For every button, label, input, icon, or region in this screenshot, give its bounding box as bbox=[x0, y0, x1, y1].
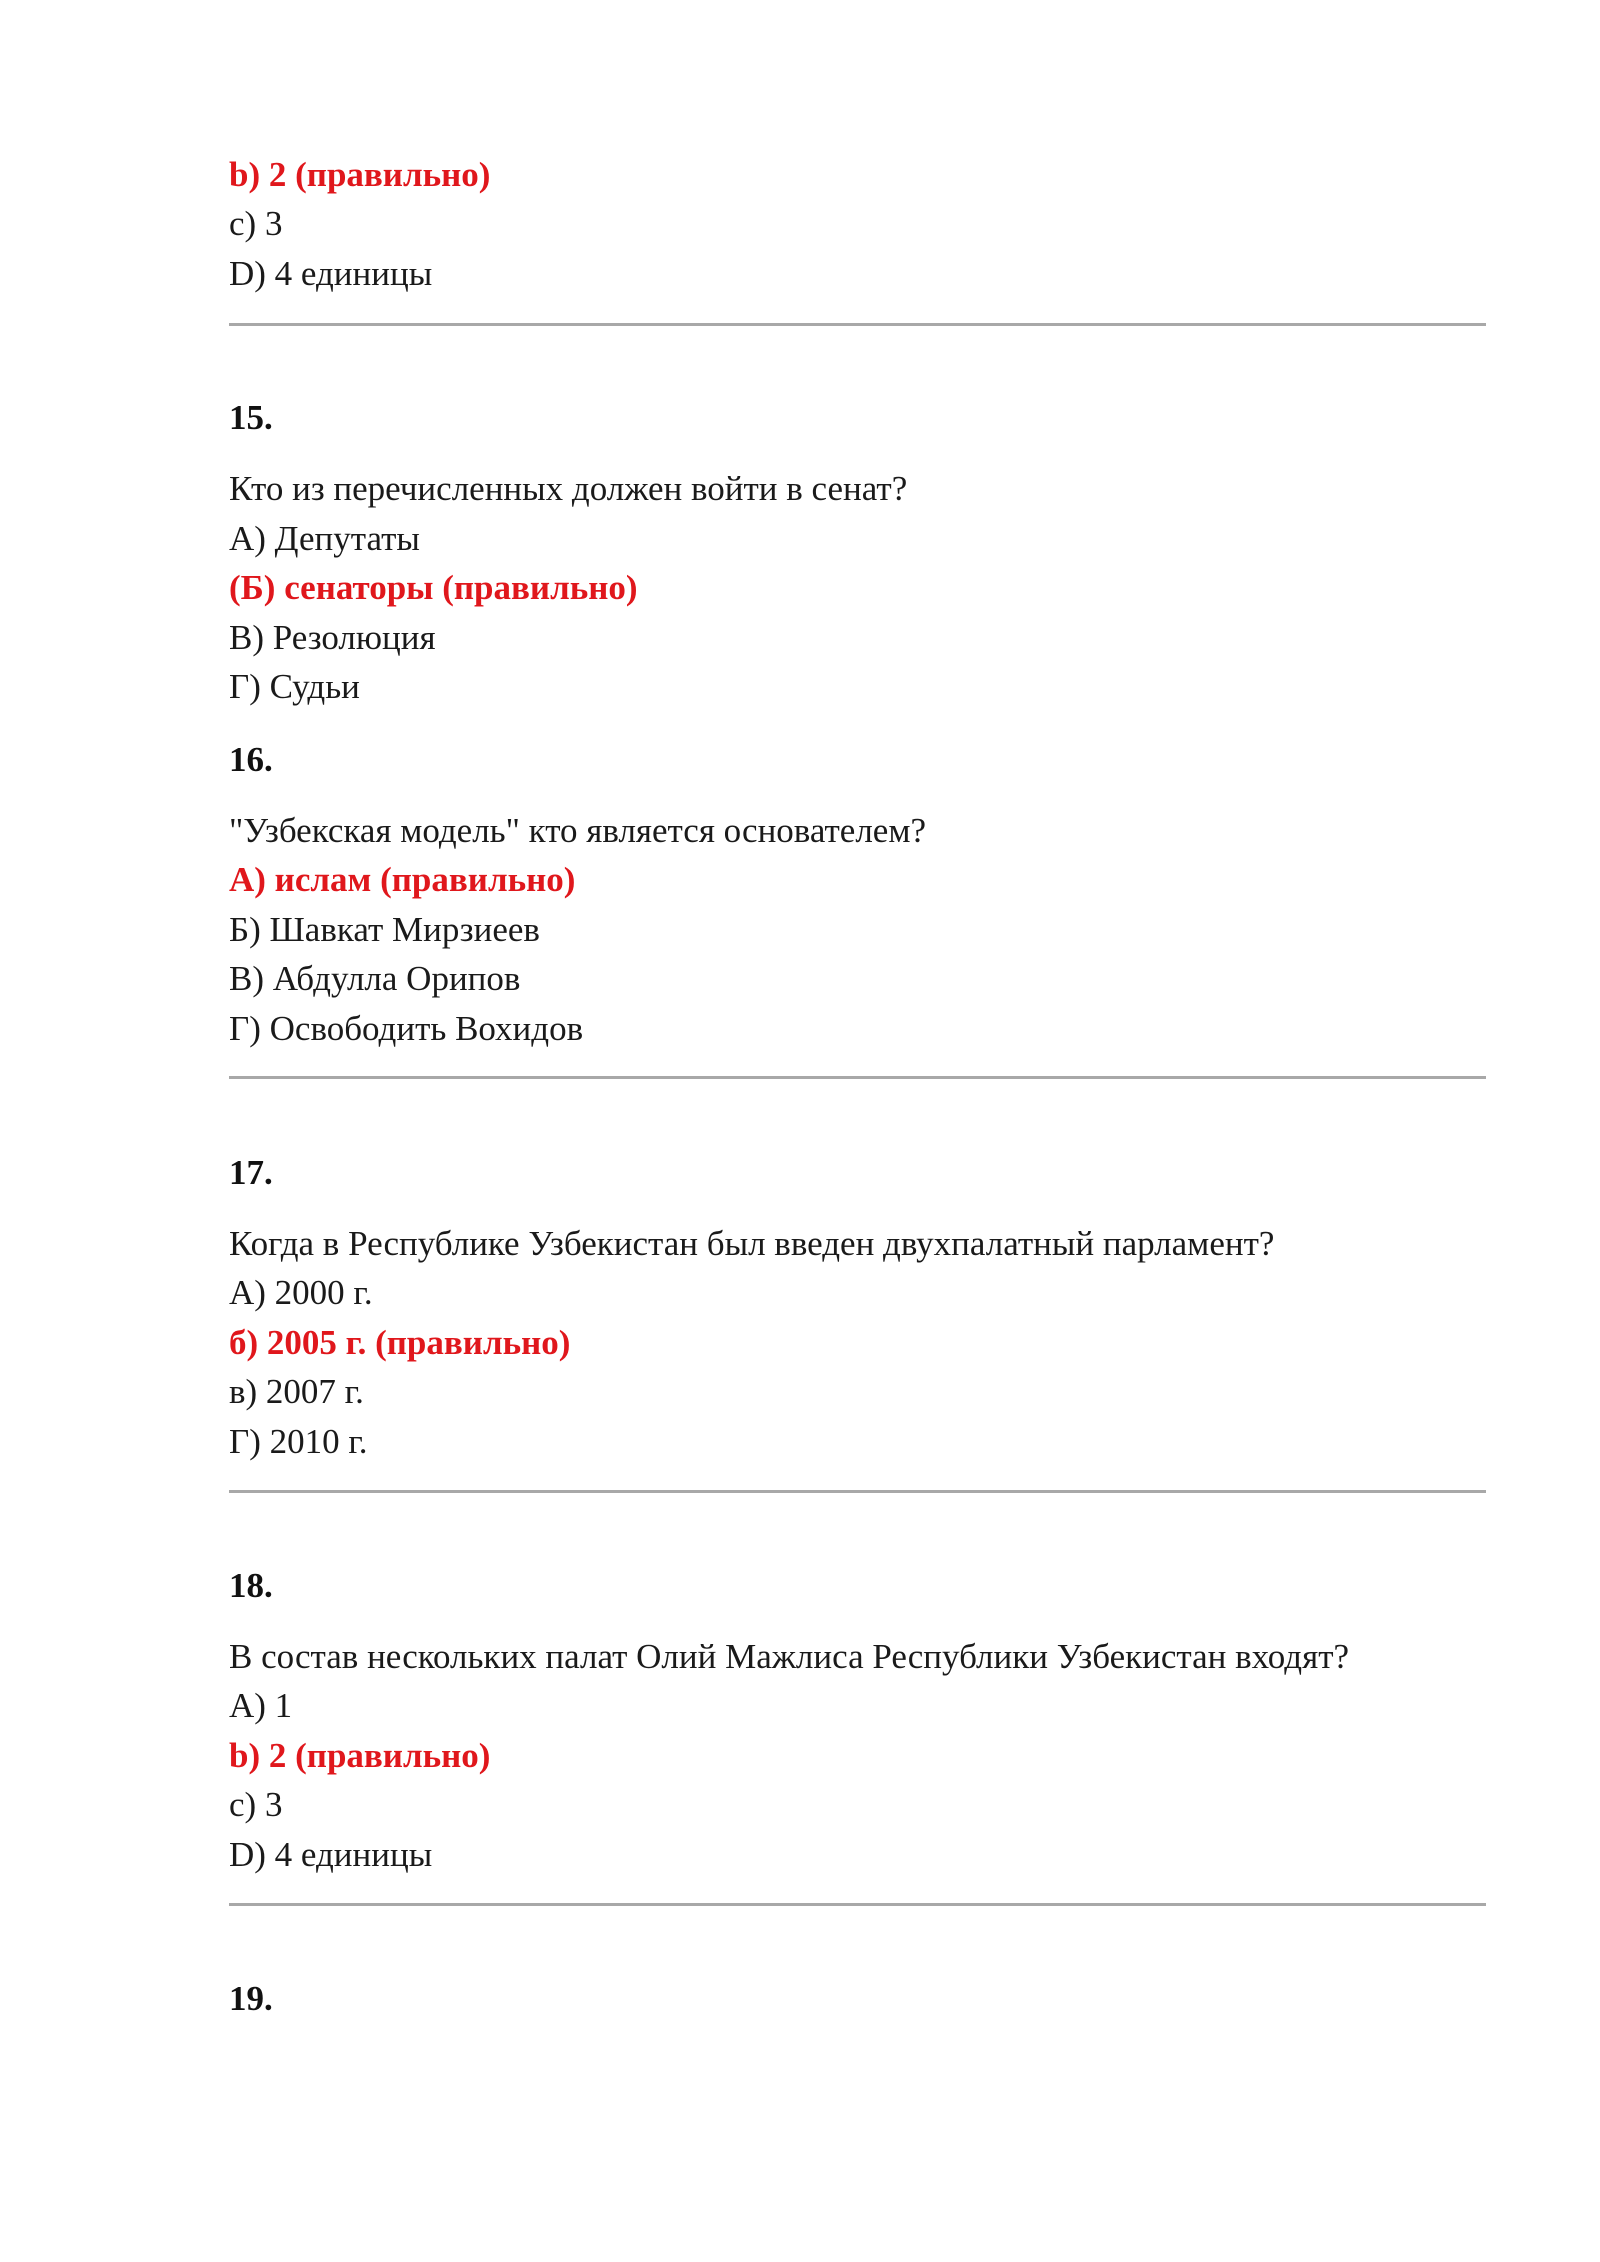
answer-option: Б) Шавкат Мирзиеев bbox=[229, 910, 540, 949]
question-number: 17. bbox=[229, 1153, 273, 1192]
answer-option: c) 3 bbox=[229, 204, 283, 243]
question-text: В состав нескольких палат Олий Мажлиса Республики Узбекистан входят? bbox=[229, 1637, 1350, 1676]
answer-option: D) 4 единицы bbox=[229, 254, 433, 293]
question-number: 16. bbox=[229, 740, 273, 779]
question-number: 19. bbox=[229, 1979, 273, 2018]
divider bbox=[229, 1903, 1486, 1906]
question-text: "Узбекская модель" кто является основателем? bbox=[229, 811, 927, 850]
answer-option-correct: (Б) сенаторы (правильно) bbox=[229, 568, 638, 607]
divider bbox=[229, 1490, 1486, 1493]
answer-option-correct: b) 2 (правильно) bbox=[229, 155, 491, 194]
question-number: 15. bbox=[229, 398, 273, 437]
answer-option: c) 3 bbox=[229, 1785, 283, 1824]
divider bbox=[229, 1076, 1486, 1079]
answer-option: А) Депутаты bbox=[229, 519, 420, 558]
answer-option: А) 2000 г. bbox=[229, 1273, 373, 1312]
answer-option-correct: А) ислам (правильно) bbox=[229, 860, 576, 899]
question-text: Когда в Республике Узбекистан был введен двухпалатный парламент? bbox=[229, 1224, 1275, 1263]
divider bbox=[229, 323, 1486, 326]
answer-option: А) 1 bbox=[229, 1686, 293, 1725]
answer-option: D) 4 единицы bbox=[229, 1835, 433, 1874]
answer-option: Г) 2010 г. bbox=[229, 1422, 368, 1461]
answer-option-correct: б) 2005 г. (правильно) bbox=[229, 1323, 571, 1362]
answer-option: Г) Судьи bbox=[229, 667, 360, 706]
answer-option: В) Резолюция bbox=[229, 618, 436, 657]
answer-option: Г) Освободить Вохидов bbox=[229, 1009, 584, 1048]
answer-option: в) 2007 г. bbox=[229, 1372, 364, 1411]
question-text: Кто из перечисленных должен войти в сенат? bbox=[229, 469, 908, 508]
answer-option-correct: b) 2 (правильно) bbox=[229, 1736, 491, 1775]
answer-option: В) Абдулла Орипов bbox=[229, 959, 521, 998]
question-number: 18. bbox=[229, 1566, 273, 1605]
